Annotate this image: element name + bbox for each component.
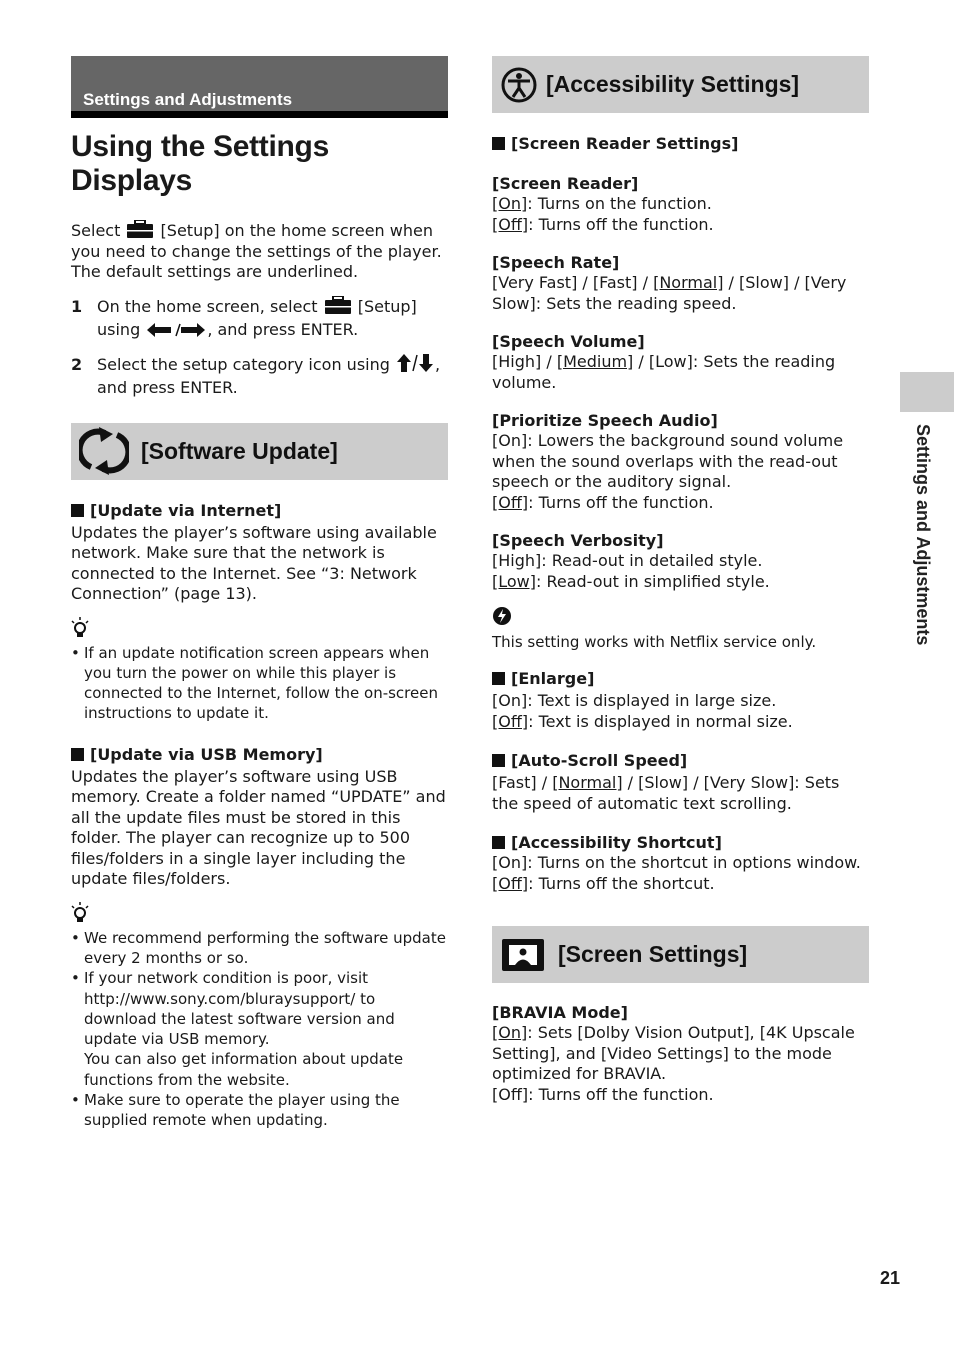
software-update-banner [71,423,448,480]
side-tab-marker [900,372,954,412]
page-number: 21 [880,1268,901,1288]
prioritize-speech-item: [Prioritize Speech Audio] [On]: Lowers the background sound volume when the sound overlaps with the read-out speech or the auditory signal. [Off]: Turns off the function. [492,411,844,512]
left-column [71,56,448,1131]
bravia-mode-item: [BRAVIA Mode] [On]: Sets [Dolby Vision Output], [4K Upscale Setting], and [Video Settings] to the mode optimized for BRAVIA. [Off]: Turns off the function. [492,1003,855,1104]
speech-rate-item: [Speech Rate] [Very Fast] / [Fast] / [Normal] / [Slow] / [Very Slow]: Sets the reading speed. [492,253,847,313]
lightbulb-icon [71,902,89,924]
note-text: This setting works with Netflix service only. [492,633,817,651]
up-down-arrows-icon [397,354,433,372]
screen-reader-item: [Screen Reader] [On]: Turns on the function. [Off]: Turns off the function. [492,174,714,234]
tip-item: • If your network condition is poor, visit http://www.sony.com/bluraysupport/ to download the latest software version and update via USB memory. You can also get information about update functions from the website. [71,969,404,1089]
section-label: Settings and Adjustments [71,56,448,118]
speech-volume-item: [Speech Volume] [High] / [Medium] / [Low]: Sets the reading volume. [492,332,836,392]
sub-heading: [Update via Internet] [71,500,448,521]
step-1: 1 On the home screen, select [Setup] using , and press ENTER. [71,296,417,339]
sub-heading: [Update via USB Memory] [71,744,448,765]
accessibility-banner [492,56,869,113]
sub-heading: [Screen Reader Settings] [492,133,869,154]
paragraph: Updates the player’s software using available network. Make sure that the network is connected to the Internet. See “3: Network Connection” (page 13). [71,522,437,603]
left-right-arrows-icon [147,323,205,337]
lightbulb-icon [71,617,89,639]
update-usb-section [71,744,448,1131]
step-2: 2 Select the setup category icon using , and press ENTER. [71,354,441,397]
step-list [71,295,448,399]
enlarge-section: [Enlarge] [On]: Text is displayed in large size. [Off]: Text is displayed in normal size. [492,669,793,731]
toolbox-icon [127,220,153,238]
banner-title: [Accessibility Settings] [546,71,800,97]
auto-scroll-section: [Auto-Scroll Speed] [Fast] / [Normal] / [Slow] / [Very Slow]: Sets the speed of automatic text scrolling. [492,751,840,813]
accessibility-icon [500,66,538,104]
update-internet-section [71,500,448,724]
banner-title: [Software Update] [141,437,338,464]
refresh-icon [79,427,129,475]
intro-text: Select [Setup] on the home screen when you need to change the settings of the player. The default settings are underlined. [71,221,442,281]
side-tab-label: Settings and Adjustments [913,424,933,646]
banner-title: [Screen Settings] [558,941,748,968]
screen-settings-banner [492,926,869,983]
note-icon [492,606,512,626]
speech-verbosity-item: [Speech Verbosity] [High]: Read-out in detailed style. [Low]: Read-out in simplified style. [492,531,770,591]
tip-item: • We recommend performing the software update every 2 months or so. [71,928,446,967]
right-column [492,56,869,1105]
toolbox-icon [325,296,351,314]
screen-icon [500,937,546,973]
tip-item: • If an update notification screen appears when you turn the power on while this player is connected to the Internet, follow the on-screen instructions to update it. [71,643,438,723]
paragraph: Updates the player’s software using USB memory. Create a folder named “UPDATE” and all the update files must be stored in this folder. The player can recognize up to 500 files/folders in a single layer including the update files/folders. [71,766,446,889]
accessibility-shortcut-section: [Accessibility Shortcut] [On]: Turns on the shortcut in options window. [Off]: Turns off the shortcut. [492,833,861,893]
page-title: Using the Settings Displays [71,130,329,197]
tip-item: • Make sure to operate the player using the supplied remote when updating. [71,1091,400,1130]
